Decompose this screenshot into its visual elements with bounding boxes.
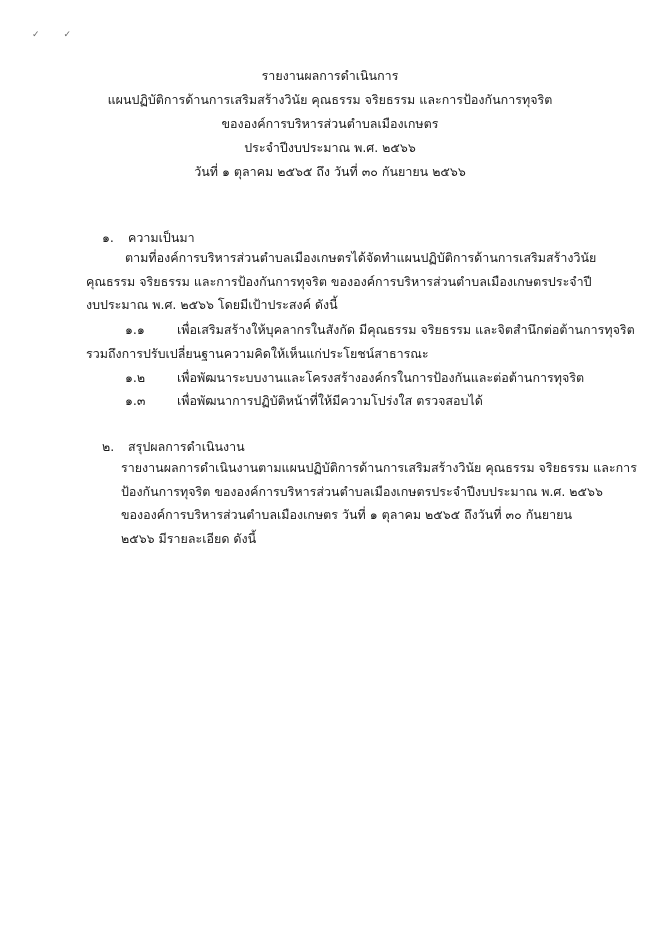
check-mark: ✓	[32, 30, 64, 40]
paragraph-line: คุณธรรม จริยธรรม และการป้องกันการทุจริต ขององค์การบริหารส่วนตำบลเมืองเกษตรประจำปี	[86, 273, 592, 289]
title-line: ประจำปีงบประมาณ พ.ศ. ๒๕๖๖	[244, 140, 416, 155]
paragraph-line: ขององค์การบริหารส่วนตำบลเมืองเกษตร วันที่ ๑ ตุลาคม ๒๕๖๕ ถึงวันที่ ๓๐ กันยายน	[121, 507, 573, 522]
item-number: ๑.๓	[125, 393, 146, 408]
check-mark: ✓	[63, 30, 96, 40]
list-item	[125, 320, 635, 340]
paragraph-line: ตามที่องค์การบริหารส่วนตำบลเมืองเกษตรได้จัดทำแผนปฏิบัติการด้านการเสริมสร้างวินัย	[125, 250, 597, 265]
item-number: ๑.๑	[125, 322, 145, 337]
list-item	[125, 368, 584, 388]
corner-marks	[32, 30, 95, 40]
title-line: ขององค์การบริหารส่วนตำบลเมืองเกษตร	[221, 116, 439, 131]
paragraph-line: ป้องกันการทุจริต ขององค์การบริหารส่วนตำบลเมืองเกษตรประจำปีงบประมาณ พ.ศ. ๒๕๖๖	[121, 483, 603, 499]
item-number: ๑.๒	[125, 370, 146, 385]
section-number: ๒.	[102, 439, 115, 454]
section-title: สรุปผลการดำเนินงาน	[128, 439, 245, 454]
list-item-continuation: รวมถึงการปรับเปลี่ยนฐานความคิดให้เห็นแก่ประโยชน์สาธารณะ	[86, 346, 429, 361]
report-title	[0, 64, 660, 184]
section-2-paragraph	[121, 456, 637, 550]
title-line: วันที่ ๑ ตุลาคม ๒๕๖๕ ถึง วันที่ ๓๐ กันยายน ๒๕๖๖	[194, 164, 466, 179]
section-title: ความเป็นมา	[128, 230, 195, 245]
paragraph-line: งบประมาณ พ.ศ. ๒๕๖๖ โดยมีเป้าประสงค์ ดังนี้	[86, 297, 338, 312]
paragraph-line: ๒๕๖๖ มีรายละเอียด ดังนี้	[121, 530, 257, 546]
section-1-paragraph	[86, 246, 596, 317]
section-1-heading	[102, 228, 195, 248]
section-2-heading	[102, 437, 245, 457]
item-text: เพื่อพัฒนาการปฏิบัติหน้าที่ให้มีความโปร่งใส ตรวจสอบได้	[177, 393, 483, 408]
section-number: ๑.	[102, 230, 114, 245]
list-item	[125, 391, 483, 411]
paragraph-line: รายงานผลการดำเนินงานตามแผนปฏิบัติการด้านการเสริมสร้างวินัย คุณธรรม จริยธรรม และการ	[121, 460, 637, 475]
item-text: เพื่อเสริมสร้างให้บุคลากรในสังกัด มีคุณธรรม จริยธรรม และจิตสำนึกต่อต้านการทุจริต	[177, 322, 635, 337]
title-line: แผนปฏิบัติการด้านการเสริมสร้างวินัย คุณธรรม จริยธรรม และการป้องกันการทุจริต	[107, 92, 553, 107]
title-line: รายงานผลการดำเนินการ	[261, 68, 399, 83]
item-text: เพื่อพัฒนาระบบงานและโครงสร้างองค์กรในการป้องกันและต่อต้านการทุจริต	[177, 370, 585, 385]
